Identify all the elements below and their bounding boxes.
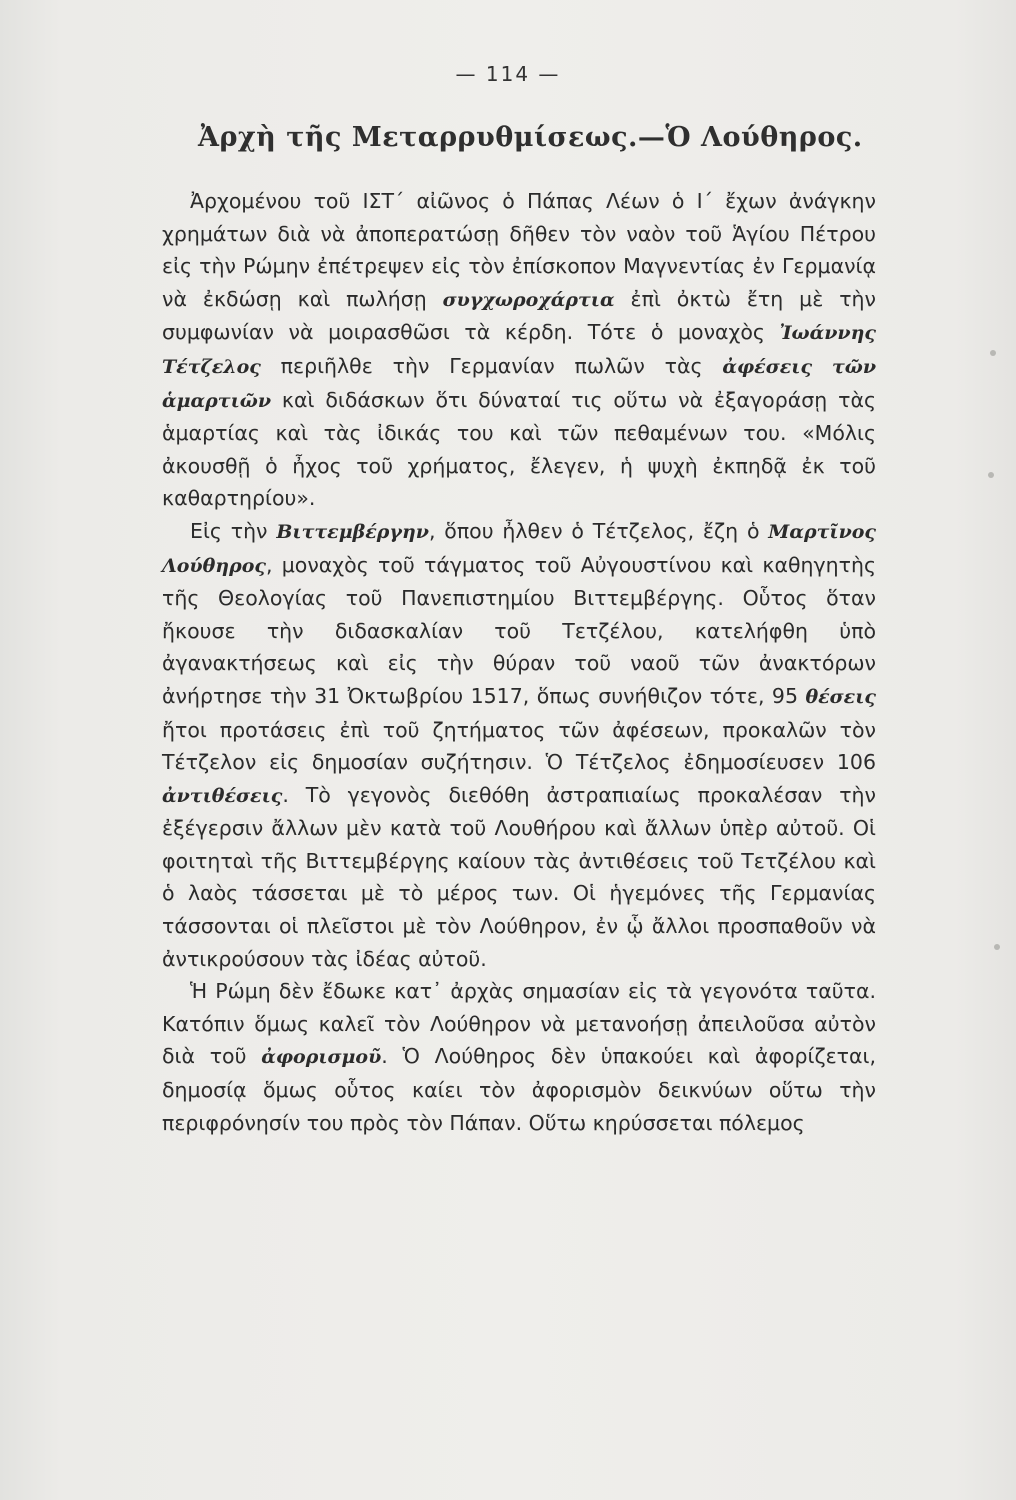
emphasis-term: ἀφέσεις τῶν ἁμαρτιῶν: [162, 355, 877, 412]
emphasis-term: ἀντιθέσεις: [162, 784, 283, 807]
emphasis-term: θέσεις: [805, 685, 876, 708]
paragraph-luther-theses: Εἰς τὴν Βιττεμβέργην, ὅπου ἦλθεν ὁ Τέτζελος, ἔζη ὁ Μαρτῖνος Λούθηρος, μοναχὸς τοῦ τάγματος τοῦ Αὐγουστίνου καὶ καθηγητὴς τῆς Θεολογίας τοῦ Πανεπιστημίου Βιττεμβέργης. Οὗτος ὅταν ἤκουσε τὴν διδασκαλίαν τοῦ Τετζέλου, κατελήφθη ὑπὸ ἀγανακτήσεως καὶ εἰς τὴν θύραν τοῦ ναοῦ τῶν ἀνακτόρων ἀνήρτησε τὴν 31 Ὀκτωβρίου 1517, ὅπως συνήθιζον τότε, 95 θέσεις ἤτοι προτάσεις ἐπὶ τοῦ ζητήματος τῶν ἀφέσεων, προκαλῶν τὸν Τέτζελον εἰς δημοσίαν συζήτησιν. Ὁ Τέτζελος ἐδημοσίευσεν 106 ἀντιθέσεις. Τὸ γεγονὸς διεθόθη ἀστραπιαίως προκαλέσαν τὴν ἐξέγερσιν ἄλλων μὲν κατὰ τοῦ Λουθήρου καὶ ἄλλων ὑπὲρ αὐτοῦ. Οἱ φοιτηταὶ τῆς Βιττεμβέργης καίουν τὰς ἀντιθέσεις τοῦ Τετζέλου καὶ ὁ λαὸς τάσσεται μὲ τὸ μέρος των. Οἱ ἡγεμόνες τῆς Γερμανίας τάσσονται οἱ πλεῖστοι μὲ τὸν Λούθηρον, ἐν ᾧ ἄλλοι προσπαθοῦν νὰ ἀντικρούσουν τὰς ἰδέας αὐτοῦ.: [162, 518, 876, 971]
body-text: [162, 185, 876, 1139]
margin-speck: [990, 350, 996, 356]
emphasis-place: Βιττεμβέργην: [276, 520, 429, 543]
chapter-title: Ἀρχὴ τῆς Μεταρρυθμίσεως.—Ὁ Λούθηρος.: [198, 122, 863, 153]
emphasis-term: συγχωροχάρτια: [442, 288, 615, 311]
page-number: — 114 —: [455, 62, 561, 86]
margin-speck: [988, 472, 994, 478]
paragraph-rome-response: Ἡ Ρώμη δὲν ἔδωκε κατ᾽ ἀρχὰς σημασίαν εἰς τὰ γεγονότα ταῦτα. Κατόπιν ὅμως καλεῖ τὸν Λούθηρον νὰ μετανοήσῃ ἀπειλοῦσα αὐτὸν διὰ τοῦ ἀφορισμοῦ. Ὁ Λούθηρος δὲν ὑπακούει καὶ ἀφορίζεται, δημοσίᾳ ὅμως οὗτος καίει τὸν ἀφορισμὸν δεικνύων οὕτω τὴν περιφρόνησίν του πρὸς τὸν Πάπαν. Οὕτω κηρύσσεται πόλεμος: [162, 979, 876, 1135]
emphasis-term: ἀφορισμοῦ: [261, 1046, 382, 1069]
margin-speck: [994, 944, 1000, 950]
emphasis-name: Μαρτῖνος Λούθηρος: [162, 520, 876, 577]
emphasis-name: Ἰωάννης Τέτζελος: [162, 322, 876, 378]
paragraph-indulgences: Ἀρχομένου τοῦ ΙΣΤ΄ αἰῶνος ὁ Πάπας Λέων ὁ Ι΄ ἔχων ἀνάγκην χρημάτων διὰ νὰ ἀποπερατώσῃ δῆθεν τὸν ναὸν τοῦ Ἁγίου Πέτρου εἰς τὴν Ρώμην ἐπέτρεψεν εἰς τὸν ἐπίσκοπον Μαγνεντίας ἐν Γερμανίᾳ νὰ ἐκδώσῃ καὶ πωλήσῃ συγχωροχάρτια ἐπὶ ὀκτὼ ἔτη μὲ τὴν συμφωνίαν νὰ μοιρασθῶσι τὰ κέρδη. Τότε ὁ μοναχὸς Ἰωάννης Τέτζελος περιῆλθε τὴν Γερμανίαν πωλῶν τὰς ἀφέσεις τῶν ἁμαρτιῶν καὶ διδάσκων ὅτι δύναταί τις οὕτω νὰ ἐξαγοράσῃ τὰς ἁμαρτίας καὶ τὰς ἰδικάς του καὶ τῶν πεθαμένων του. «Μόλις ἀκουσθῇ ὁ ἦχος τοῦ χρήματος, ἔλεγεν, ἡ ψυχὴ ἐκπηδᾷ ἐκ τοῦ καθαρτηρίου».: [162, 189, 877, 511]
